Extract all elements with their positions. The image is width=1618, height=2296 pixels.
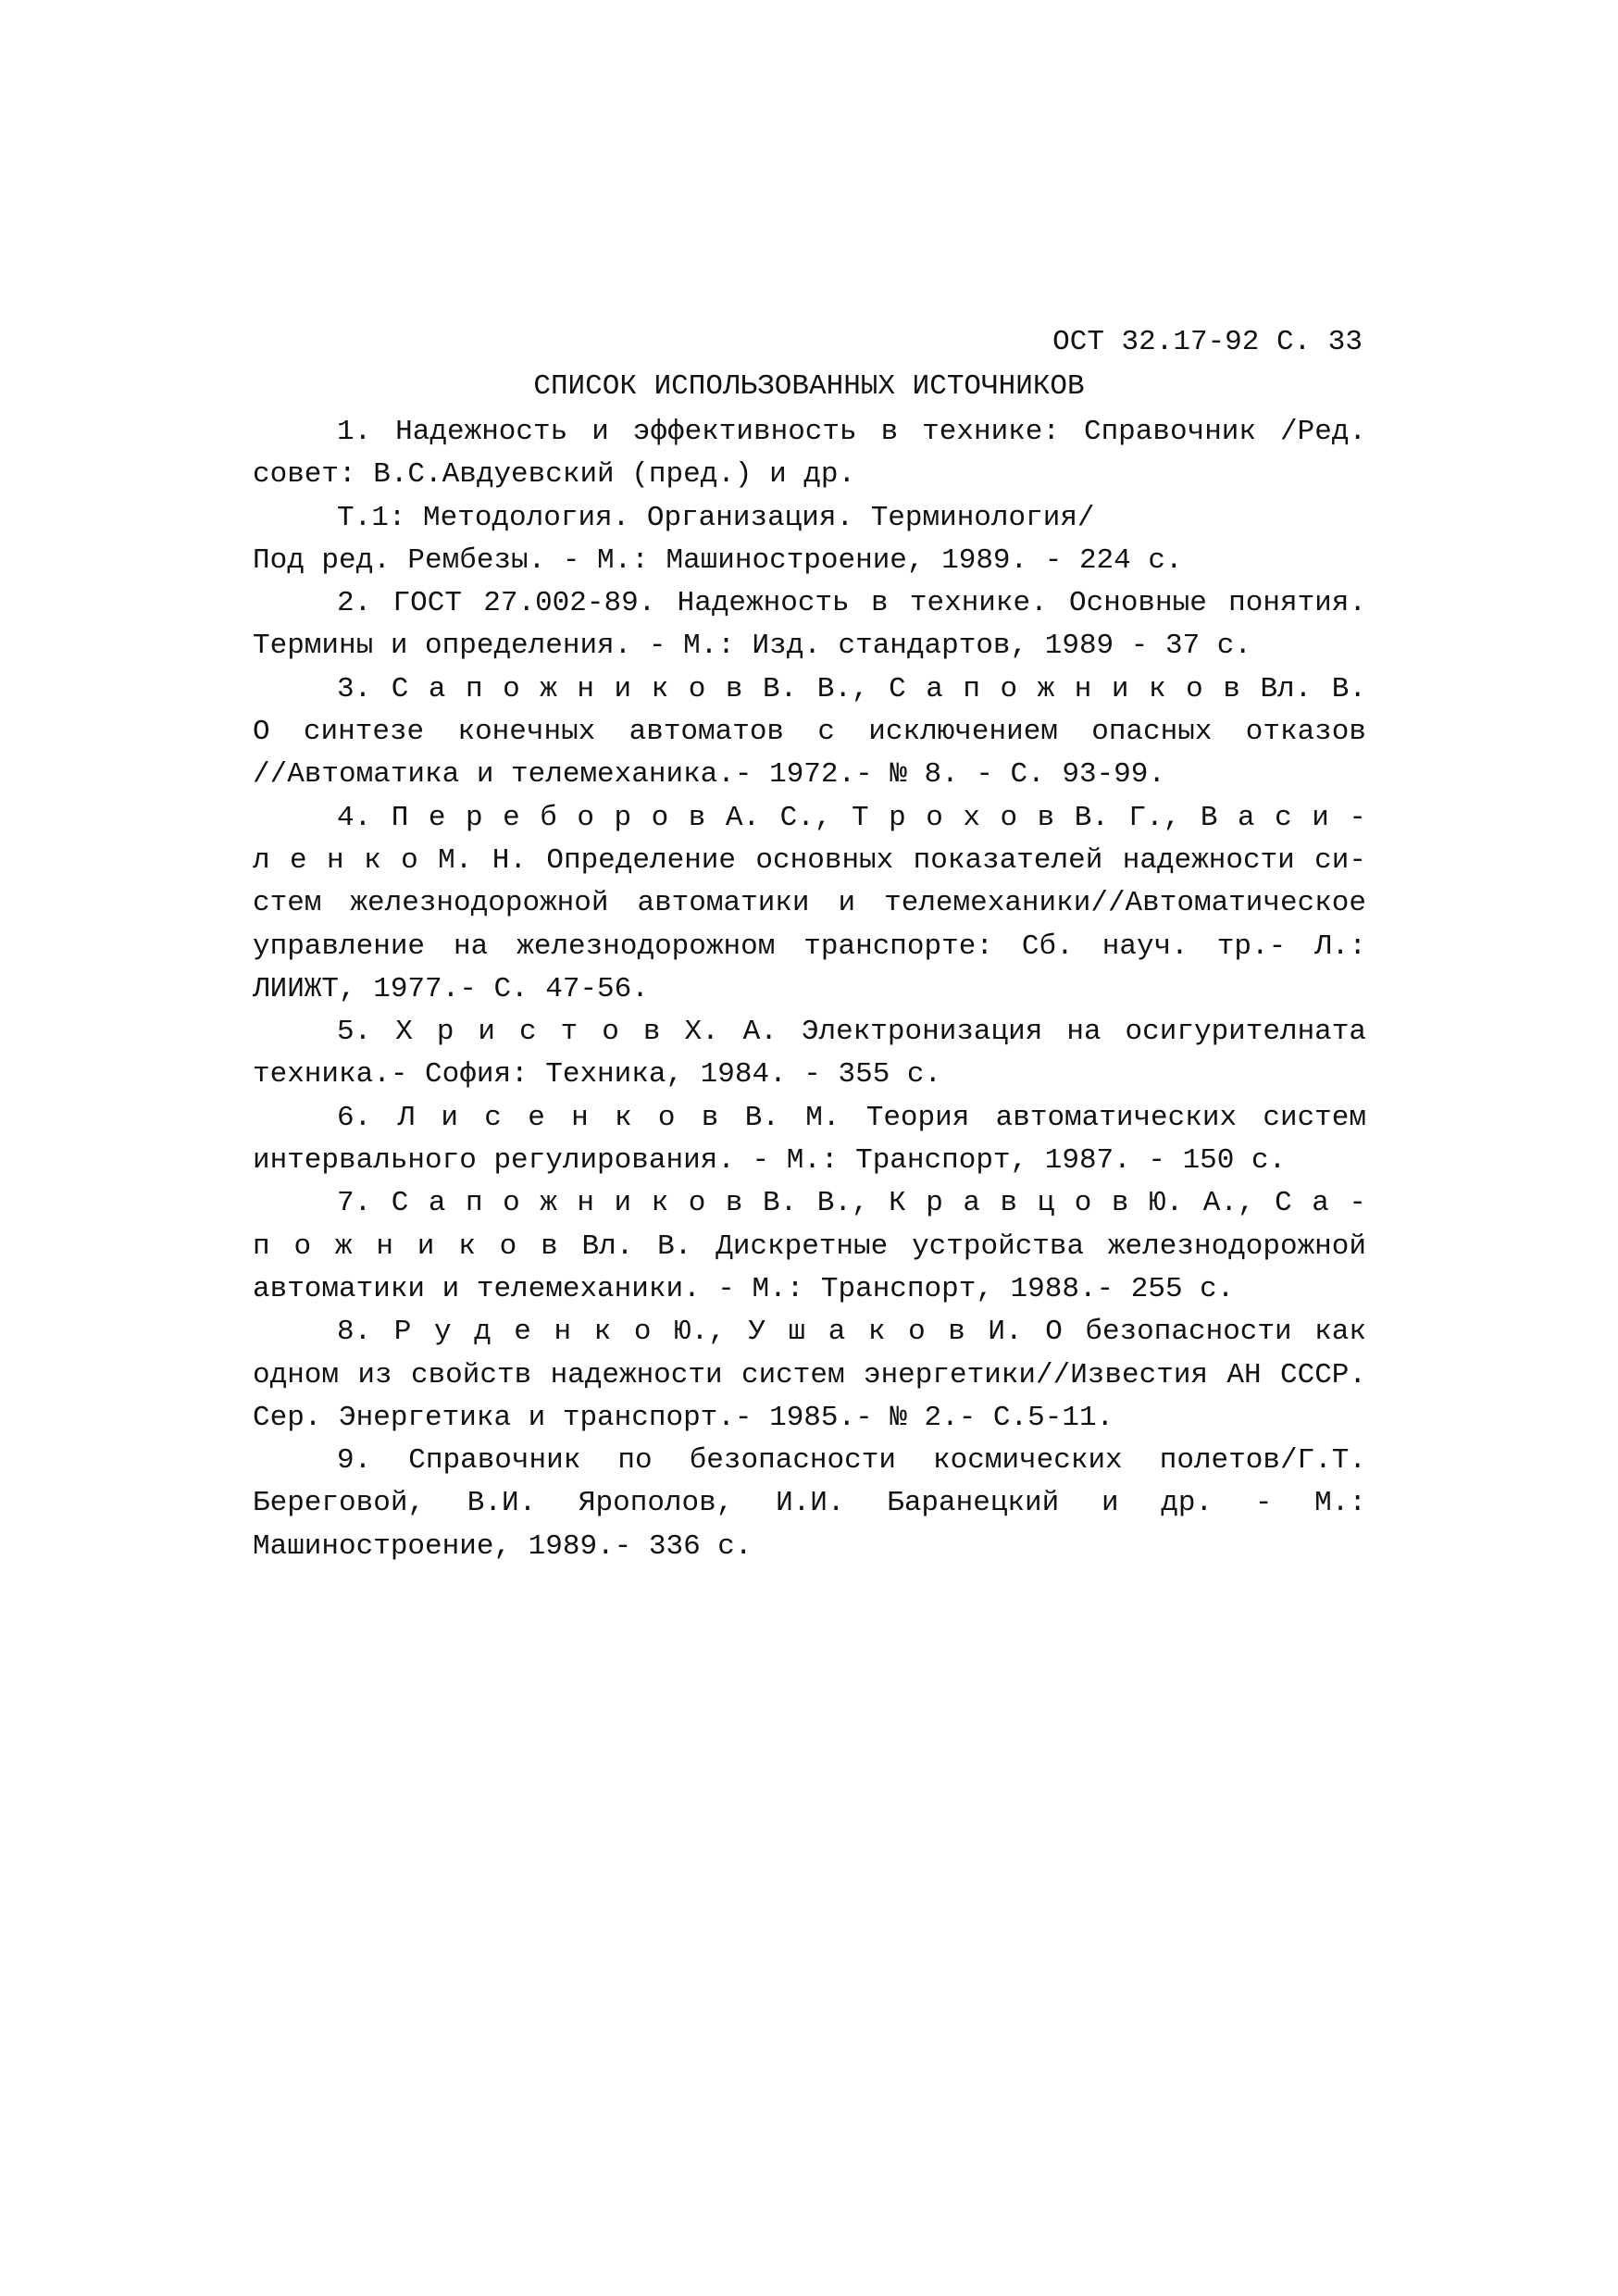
reference-4-line-3: стем железнодорожной автоматики и телемеханики//Автоматическое — [253, 887, 1366, 920]
page-title: СПИСОК ИСПОЛЬЗОВАННЫХ ИСТОЧНИКОВ — [533, 370, 1085, 403]
reference-9-line-1: 9. Справочник по безопасности космических полетов/Г.Т. — [337, 1444, 1366, 1478]
reference-3-line-2: О синтезе конечных автоматов с исключением опасных отказов — [253, 716, 1366, 749]
reference-4-line-2: л е н к о М. Н. Определение основных показателей надежности си- — [253, 843, 1366, 877]
reference-6-line-1: 6. Л и с е н к о в В. М. Теория автоматических систем — [337, 1101, 1366, 1134]
document-designation: ОСТ 32.17-92 С. 33 — [1052, 326, 1363, 358]
reference-7-line-2: п о ж н и к о в Вл. В. Дискретные устройства железнодорожной — [253, 1229, 1366, 1263]
reference-9-line-2: Береговой, В.И. Ярополов, И.И. Баранецкий и др. - М.: — [253, 1487, 1366, 1520]
reference-9-line-3: Машиностроение, 1989.- 336 с. — [253, 1529, 753, 1563]
reference-4-line-1: 4. П е р е б о р о в А. С., Т р о х о в В. Г., В а с и - — [337, 801, 1366, 834]
reference-8-line-1: 8. Р у д е н к о Ю., У ш а к о в И. О безопасности как — [337, 1316, 1366, 1349]
reference-8-line-3: Сер. Энергетика и транспорт.- 1985.- № 2.- С.5-11. — [253, 1401, 1114, 1434]
reference-4-line-5: ЛИИЖТ, 1977.- С. 47-56. — [253, 972, 649, 1005]
reference-2-line-2: Термины и определения. - М.: Изд. стандартов, 1989 - 37 с. — [253, 630, 1251, 663]
reference-1-line-3: Т.1: Методология. Организация. Терминология/ — [337, 501, 1095, 534]
reference-1-line-4: Под ред. Рембезы. - М.: Машиностроение, 1989. - 224 с. — [253, 543, 1183, 577]
reference-1-line-2: совет: В.С.Авдуевский (пред.) и др. — [253, 458, 856, 492]
reference-5-line-2: техника.- София: Техника, 1984. - 355 с. — [253, 1058, 942, 1092]
reference-2-line-1: 2. ГОСТ 27.002-89. Надежность в технике. Основные понятия. — [337, 587, 1366, 620]
reference-list — [253, 411, 1366, 1568]
reference-4-line-4: управление на железнодорожном транспорте: Сб. науч. тр.- Л.: — [253, 930, 1366, 963]
reference-3-line-3: //Автоматика и телемеханика.- 1972.- № 8. - С. 93-99. — [253, 758, 1165, 792]
reference-1-line-1: 1. Надежность и эффективность в технике: Справочник /Ред. — [337, 416, 1366, 448]
reference-6-line-2: интервального регулирования. - М.: Транспорт, 1987. - 150 с. — [253, 1144, 1287, 1178]
reference-3-line-1: 3. С а п о ж н и к о в В. В., С а п о ж н и к о в Вл. В. — [337, 672, 1366, 705]
reference-7-line-3: автоматики и телемеханики. - М.: Транспорт, 1988.- 255 с. — [253, 1272, 1235, 1305]
reference-5-line-1: 5. Х р и с т о в Х. А. Электронизация на осигурителната — [337, 1016, 1366, 1049]
reference-8-line-2: одном из свойств надежности систем энергетики//Известия АН СССР. — [253, 1358, 1366, 1391]
reference-7-line-1: 7. С а п о ж н и к о в В. В., К р а в ц о в Ю. А., С а - — [337, 1187, 1366, 1220]
